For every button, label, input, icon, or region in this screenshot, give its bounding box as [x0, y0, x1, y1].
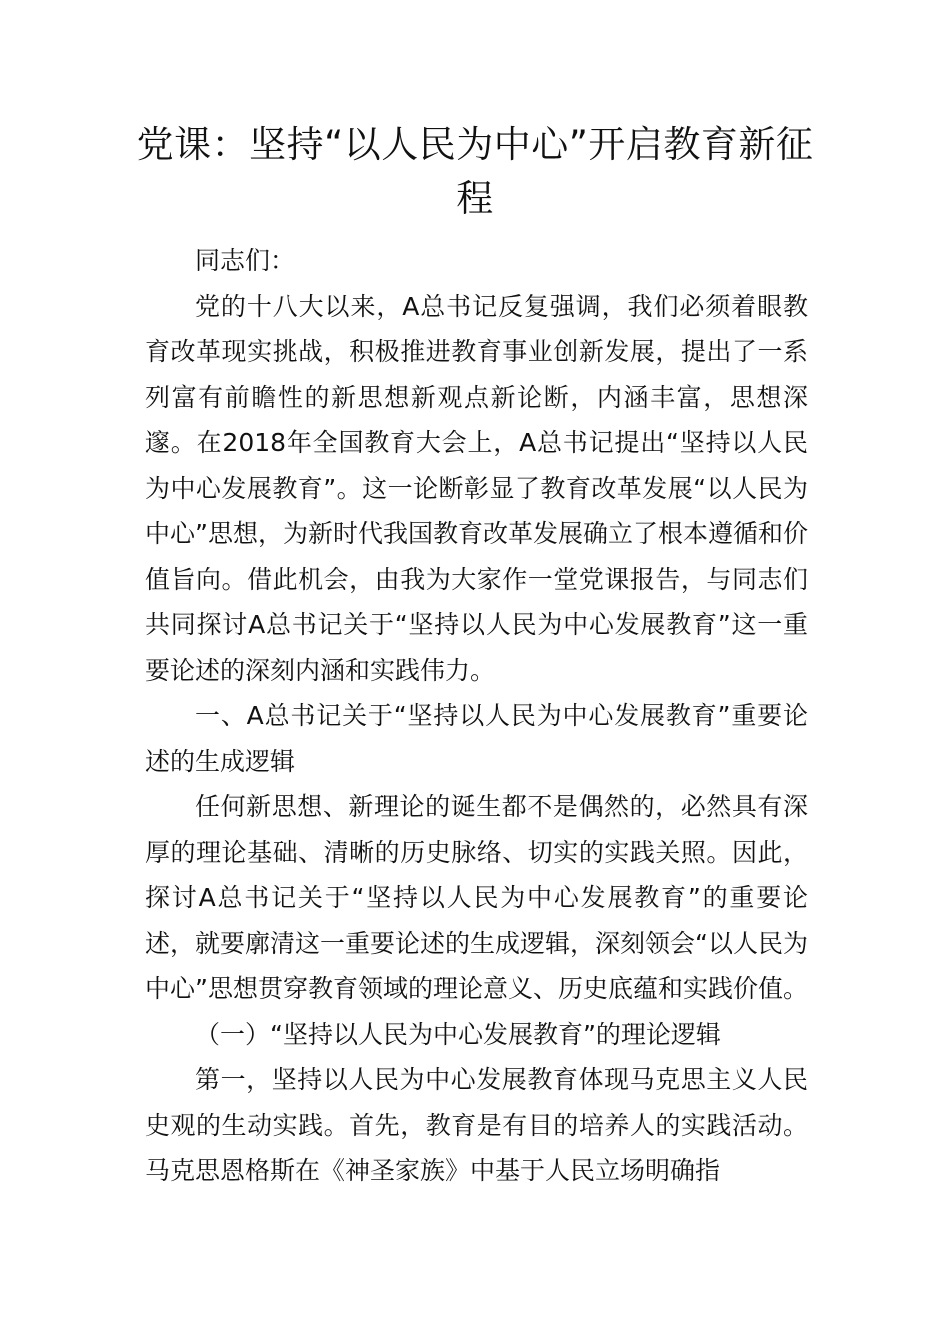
body-paragraph: 第一，坚持以人民为中心发展教育体现马克思主义人民史观的生动实践。首先，教育是有目的培养人的实践活动。马克思恩格斯在《神圣家族》中基于人民立场明确指 — [145, 1065, 808, 1185]
salutation-paragraph: 同志们： — [195, 246, 296, 275]
body-paragraph: 任何新思想、新理论的诞生都不是偶然的，必然具有深厚的理论基础、清晰的历史脉络、切实的实践关照。因此，探讨A总书记关于“坚持以人民为中心发展教育”的重要论述，就要廓清这一重要论述的生成逻辑，深刻领会“以人民为中心”思想贯穿教育领域的理论意义、历史底蕴和实践价值。 — [145, 792, 808, 1003]
subsection-heading-1: （一）“坚持以人民为中心发展教育”的理论逻辑 — [195, 1019, 721, 1049]
intro-paragraph: 党的十八大以来，A总书记反复强调，我们必须着眼教育改革现实挑战，积极推进教育事业创新发展，提出了一系列富有前瞻性的新思想新观点新论断，内涵丰富，思想深邃。在2018年全国教育大会上，A总书记提出“坚持以人民为中心发展教育”。这一论断彰显了教育改革发展“以人民为中心”思想，为新时代我国教育改革发展确立了根本遵循和价值旨向。借此机会，由我为大家作一堂党课报告，与同志们共同探讨A总书记关于“坚持以人民为中心发展教育”这一重要论述的深刻内涵和实践伟力。 — [145, 291, 808, 685]
section-heading-1: 一、A总书记关于“坚持以人民为中心发展教育”重要论述的生成逻辑 — [145, 701, 808, 776]
document-title: 党课：坚持“以人民为中心”开启教育新征程 — [136, 123, 814, 220]
document-body — [145, 238, 808, 1194]
